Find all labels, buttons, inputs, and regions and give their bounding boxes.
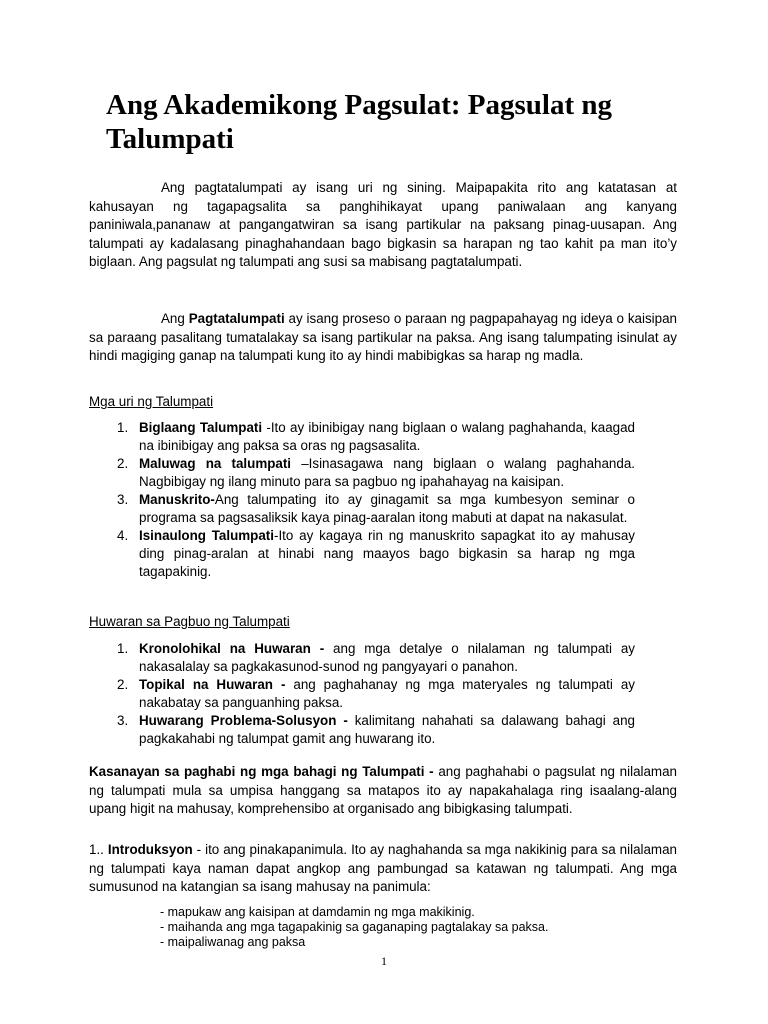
definition-text: ay isang proseso o paraan ng pagpapahayag ng ideya o kaisipan sa paraang pasalitang tumatalakay sa isang partikular na paksa. Ang isang talumpating isinulat ay hindi magiging ganap na talumpati kung ito ay hindi mabibigkas sa harap ng madla. bbox=[89, 311, 677, 363]
page-number: 1 bbox=[381, 954, 387, 968]
skills-text: ang paghahabi o pagsulat ng nilalaman ng talumpati mula sa umpisa hanggang sa matapos ito ay napakahalaga ring isaalang-alang upang higit na mahusay, komprehensibo at organisado ang bibigkasing talumpati. bbox=[89, 764, 677, 816]
types-list bbox=[110, 419, 635, 581]
introduction-number: 1.. bbox=[89, 842, 104, 857]
intro-paragraph bbox=[89, 179, 677, 272]
list-item: - maipaliwanag ang paksa bbox=[160, 934, 306, 949]
list-item: 2. Topikal na Huwaran - ang paghahanay ng mga materyales ng talumpati ay nakabatay sa panguanhing paksa. bbox=[117, 677, 635, 710]
list-item: 3. Manuskrito-Ang talumpating ito ay ginagamit sa mga kumbesyon seminar o programa sa pagsasaliksik kaya pinag-aaralan itong mabuti at dapat na nakasulat. bbox=[117, 492, 635, 525]
introduction-bullets bbox=[160, 905, 548, 949]
list-item: 2. Maluwag na talumpati –Isinasagawa nang biglaan o walang paghahanda. Nagbibigay ng ilang minuto para sa pagbuo ng ipahahayag na kaisipan. bbox=[117, 456, 635, 489]
skills-paragraph bbox=[89, 763, 677, 819]
definition-lead: Ang bbox=[161, 311, 185, 326]
introduction-term: Introduksyon bbox=[107, 842, 193, 857]
list-item: 3. Huwarang Problema-Solusyon - kalimitang nahahati sa dalawang bahagi ang pagkakahabi ng talumpat gamit ang huwarang ito. bbox=[117, 713, 635, 746]
definition-term: Pagtatalumpati bbox=[188, 311, 285, 326]
skills-term: Kasanayan sa paghabi ng mga bahagi ng Talumpati - bbox=[89, 764, 434, 779]
page-title: Ang Akademikong Pagsulat: Pagsulat ng Talumpati bbox=[106, 89, 612, 155]
intro-text: Ang pagtatalumpati ay isang uri ng sining. Maipapakita rito ang katatasan at kahusayan ng tagapagsalita sa panghihikayat upang paniwalaan ang kanyang paniniwala,pananaw at pangangatwiran sa isang partikular na paksang pinag-uusapan. Ang talumpati ay kadalasang pinaghahandaan bago bigkasin sa harapan ng tao kahit pa man ito’y biglaan. Ang pagsulat ng talumpati ang susi sa mabisang pagtatalumpati. bbox=[89, 180, 677, 269]
list-item: - maihanda ang mga tagapakinig sa gaganaping pagtalakay sa paksa. bbox=[160, 919, 549, 934]
definition-paragraph bbox=[89, 310, 677, 366]
list-item: 4. Isinaulong Talumpati-Ito ay kagaya rin ng manuskrito sapagkat ito ay mahusay ding pinag-aralan at hinabi nang maayos bago bigkasin sa harap ng mga tagapakinig. bbox=[117, 528, 636, 579]
list-item: 1. Kronolohikal na Huwaran - ang mga detalye o nilalaman ng talumpati ay nakasalalay sa pagkakasunod-sunod ng pangyayari o panahon. bbox=[117, 641, 635, 674]
types-heading: Mga uri ng Talumpati bbox=[89, 394, 214, 409]
patterns-heading: Huwaran sa Pagbuo ng Talumpati bbox=[89, 614, 290, 629]
introduction-text: - ito ang pinakapanimula. Ito ay naghahanda sa mga nakikinig para sa nilalaman ng talumpati kaya naman dapat angkop ang pambungad sa katawan ng talumpati. Ang mga sumusunod na katangian sa isang mahusay na panimula: bbox=[89, 842, 677, 894]
introduction-paragraph bbox=[89, 841, 677, 897]
patterns-list bbox=[110, 640, 635, 748]
list-item: - mapukaw ang kaisipan at damdamin ng mga makikinig. bbox=[160, 905, 475, 919]
list-item: 1. Biglaang Talumpati -Ito ay ibinibigay nang biglaan o walang paghahanda, kaagad na ibinibigay ang paksa sa oras ng pagsasalita. bbox=[117, 420, 635, 453]
